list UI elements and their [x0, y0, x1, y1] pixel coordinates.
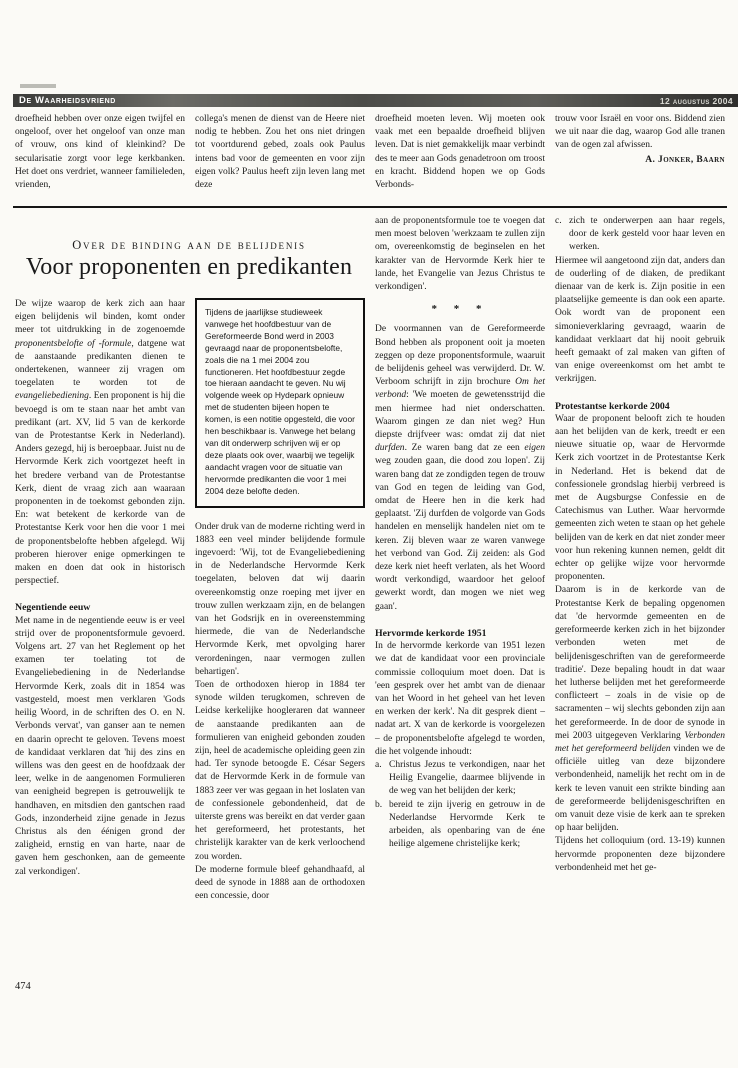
section-heading: Protestantse kerkorde 2004	[555, 400, 670, 412]
paragraph: De wijze waarop de kerk zich aan haar eigen belijdenis wil binden, komt onder meer tot uitdrukking in de zogenoemde proponentsbelofte of -formule, datgene wat de aanstaande predikanten dienen te ondertekenen, wanneer zij vragen om toegelaten te worden tot de evangeliebediening. Een proponent is hij die bevoegd is om te staan naar het ambt van predikant (art. XV, lid 5 van de kerkorde van de Protestantse Kerk in Nederland). Anders gezegd, hij is beroepbaar. Juist nu de Hervormde Kerk zich voortgezet heeft in het bredere verband van de Protestantse Kerk, dient de vraag zich aan waaraan proponenten in de toekomst gebonden zijn. En: wat betekent de kerkorde van de Protestantse Kerk voor hen die voor 1 mei de proponentsbelofte hebben afgelegd. Wij proberen hierover enige opmerkingen te maken en doen dat ook in historisch perspectief.	[15, 299, 185, 587]
list-marker: c.	[555, 216, 562, 226]
paragraph: Toen de orthodoxen hierop in 1884 ter synode wilden terugkomen, schreven de Leidse kerkelijke hoogleraren dat wanneer de aanstaande predikanten aan de formulieren van enigheid gebonden zouden zijn, heel de academische opleiding geen zin had. Ter synode betoogde E. César Segers dat de Hervormde Kerk in de formule van 1883 zeer ver was gegaan in het loslaten van de confessionele gebondenheid, dat de uiterste grens was bereikt en dat verder gaan het gereformeerd, het protestants, het christelijk karakter van de kerk verloochend zou worden.	[195, 679, 365, 862]
page-header-bar	[13, 94, 738, 107]
article-headline	[13, 238, 365, 281]
section-heading: Hervormde kerkorde 1951	[375, 627, 487, 639]
list-item-text: Christus Jezus te verkondigen, naar het Heilig Evangelie, daarmee blijvende in de weg van het belijden der kerk;	[389, 759, 545, 797]
paragraph: droefheid hebben over onze eigen twijfel en ongeloof, over het ongeloof van onze man of vrouw, ons kind of kleinkind? De secularisatie zorgt voor lege kerkbanken. Het doet ons verdriet, wanneer familieleden, vrienden,	[15, 114, 185, 191]
page-number: 474	[15, 981, 31, 992]
section-heading: Negentiende eeuw	[15, 602, 91, 614]
paragraph: Waar de proponent belooft zich te houden aan het belijden van de kerk, treedt er een nieuwe situatie op, waar de Hervormde Kerk zich voortzet in de Protestantse Kerk in Nederland. Het is bekend dat de confessionele grondslag hierbij verbreed is met de Augsburgse Confessie en de Catechismus van Luther. Waar hervormde gemeenten zich weten te staan op het gehele belijden van de kerk en dat niet zonder meer voor hun rekening kunnen nemen, geldt dit echter op gelijke wijze voor hervormde proponenten.	[555, 413, 725, 583]
continuation-column-2	[195, 113, 365, 208]
list-item-text: zich te onderwerpen aan haar regels, door de kerk gesteld voor haar leven en werken.	[569, 216, 725, 253]
article-title: Voor proponenten en predikanten	[25, 254, 353, 280]
paragraph: Onder druk van de moderne richting werd in 1883 een veel minder belijdende formule ingevoerd: 'Wij, tot de Evangeliebediening in de Nederlandsche Hervormde Kerk toegelaten, beloven dat wij daarin overeenkomstig onze roeping met ijver en trouw zullen werkzaam zijn, en de belangen van het Godsrijk en in overeenstemming hiermede, die van de Nederlandsche Hervormde Kerk, met opvolging harer verordeningen, naar vermogen zullen behartigen'.	[195, 521, 365, 677]
paragraph: Tijdens het colloquium (ord. 13-19) kunnen hervormde proponenten deze bijzondere verbondenheid met het ge-	[555, 836, 725, 873]
article-kicker: Over de binding aan de belijdenis	[72, 238, 306, 252]
list-item	[375, 759, 545, 799]
paragraph: De moderne formule bleef gehandhaafd, al deed de synode in 1888 aan de orthodoxen een concessie, door	[195, 864, 365, 902]
section-divider-rule	[13, 206, 727, 208]
article-column-3	[375, 215, 545, 851]
continuation-column-4	[555, 113, 725, 208]
scan-artifact	[20, 84, 56, 88]
paragraph: collega's menen de dienst van de Heere niet nodig te hebben. Zou het ons niet dringen tot voortdurend gebed, zoals ook Paulus intens bad voor de gemeenten en voor zijn eigen volk? Paulus heeft zijn leven lang met deze	[195, 114, 365, 191]
paragraph: In de hervormde kerkorde van 1951 lezen we dat de kandidaat voor een provinciale commissie colloquium moet doen. Dat is 'een gesprek over het ambt van de dienaar van het Woord in het geheel van het leven en werken der kerk'. Na dit gesprek dient – nadat art. X van de kerkorde is voorgelezen – de proponentsbelofte afgelegd te worden, die het volgende inhoudt:	[375, 641, 545, 757]
magazine-title: De Waarheidsvriend	[19, 95, 116, 106]
section-separator: * * *	[431, 303, 489, 316]
paragraph: De voormannen van de Gereformeerde Bond hebben als proponent ooit ja moeten zeggen op deze proponentsformule, waaruit de belijdenis geheel was verwijderd. Dr. W. Verboom schrijft in zijn brochure Om het verbond: 'We moeten de gewetensstrijd die men hiermee had niet onderschatten. Waarom gingen ze dan niet weg? Hun diepste drijfveer was: omdat zij dat niet durfden. Ze waren bang dat ze een eigen weg zouden gaan, die dood zou lopen'. Zij waren bang dat ze zondigden tegen de trouw van God en tegen de leiding van God, omdat de Heere hen in die kerk had geplaatst. 'Zij durfden de volgorde van Gods handelen en menselijk handelen niet om te keren. Zij bleven waar ze waren vanwege het verbond van God. Zij zeiden: als God deze kerk niet heeft verlaten, als het Woord wordt verkondigd, waardoor het geloof gewerkt wordt, dan mogen we niet weg gaan'.	[375, 324, 545, 612]
list-marker: a.	[375, 759, 382, 770]
paragraph: aan de proponentsformule toe te voegen dat men moest beloven 'werkzaam te zullen zijn om, overeenkomstig de beginselen en het karakter van de Hervormde Kerk hier te lande, het Evangelie van Jezus Christus te verkondigen'.	[375, 216, 545, 293]
list-item	[375, 799, 545, 852]
paragraph: droefheid moeten leven. Wij moeten ook vaak met een bepaalde droefheid blijven leven. Dat is niet gemakkelijk maar verbindt des te meer aan Gods genadetroon om troost en kracht. Biddend hopen we op Gods Verbonds-	[375, 114, 545, 191]
list-item-text: bereid te zijn ijverig en getrouw in de Nederlandse Hervormde Kerk te arbeiden, als openbaring van de éne heilige algemene christelijke kerk;	[389, 799, 545, 850]
list-item	[555, 215, 725, 255]
article-column-1	[15, 298, 185, 879]
paragraph: trouw voor Israël en voor ons. Biddend zien we uit naar die dag, waarop God alle tranen van de ogen zal afwissen.	[555, 114, 725, 151]
paragraph: Hiermee wil aangetoond zijn dat, anders dan de ouderling of de diaken, de predikant dienaar van de kerk is. Zijn positie in een plaatselijke gemeente is dan ook een aparte. Ook wordt van de proponent een simonieverklaring gevraagd, waarin de kandidaat verklaart dat hij nooit gebruik heeft gemaakt of zal maken van giften of van enige overeenkomst om het ambt te verkrijgen.	[555, 255, 725, 385]
continuation-column-3	[375, 113, 545, 208]
editorial-notice-box: Tijdens de jaarlijkse studieweek vanwege het hoofdbestuur van de Gereformeerde Bond werd in 2003 gevraagd naar de proponentsbelofte, zoals die na 1 mei 2004 zou functioneren. Het hoofdbestuur zegde toe hieraan aandacht te geven. Nu wij volgende week op Hydepark opnieuw met de studenten bijeen hopen te komen, is een notitie opgesteld, die voor hen beschikbaar is. Vanwege het belang van dit onderwerp schrijven wij er op deze plaats ook over, waarbij we tegelijk aandacht vragen voor de situatie van hervormde predikanten die voor 1 mei 2004 deze belofte deden.	[195, 298, 365, 508]
paragraph: Daarom is in de kerkorde van de Protestantse Kerk de bepaling opgenomen dat 'de hervormde gemeenten en de gereformeerde kerken zich in het bijzonder verbonden weten met de belijdenisgeschriften van de gereformeerde traditie'. Deze bepaling houdt in dat waar het lutherse belijden met het gereformeerde conflicteert – zoals in de visie op de sacramenten – wij slechts gebonden zijn aan het gereformeerde. In de door de synode in mei 2003 uitgegeven Verklaring Verbonden met het gereformeerd belijden vinden we de officiële uitleg van deze bijzondere verbondenheid, namelijk het recht om in de kerk te leven vanuit een strikte binding aan de gereformeerde belijdenisgeschriften en om vanuit deze visie de kerk aan te spreken op haar belijden.	[555, 585, 725, 834]
issue-date: 12 augustus 2004	[659, 95, 733, 106]
list-marker: b.	[375, 799, 383, 810]
continuation-column-1	[15, 113, 185, 208]
paragraph: Met name in de negentiende eeuw is er veel strijd over de proponentsformule gevoerd. Volgens art. 27 van het Reglement op het examen ter toelating tot de Evangeliebediening in de Nederlandse Hervormde Kerk, zoals dit in 1854 was vastgesteld, moest men verklaren 'Gods heilig Woord, in de schriften des O. en N. Verbonds vervat', van ganser aan te nemen en daarin oprecht te geloven. Tevens moest de kandidaat verklaren dat 'hij des zins en willens was den geest en de hoofdzaak der leer, welke in de aangenomen Formulieren van eenigheid begrepen is getrouwelijk te handhaven, en mitsdien den gantschen raad Gods, inzonderheid zijne genade in Jezus Christus als den éénigen grond der zaligheid, ernstig en van harte, naar de gaven hem geschonken, aan de gemeente zal verkondigen'.	[15, 615, 185, 877]
article-column-2	[195, 298, 365, 903]
article-column-4	[555, 215, 725, 875]
author-signature: A. Jonker, Baarn	[645, 154, 725, 165]
